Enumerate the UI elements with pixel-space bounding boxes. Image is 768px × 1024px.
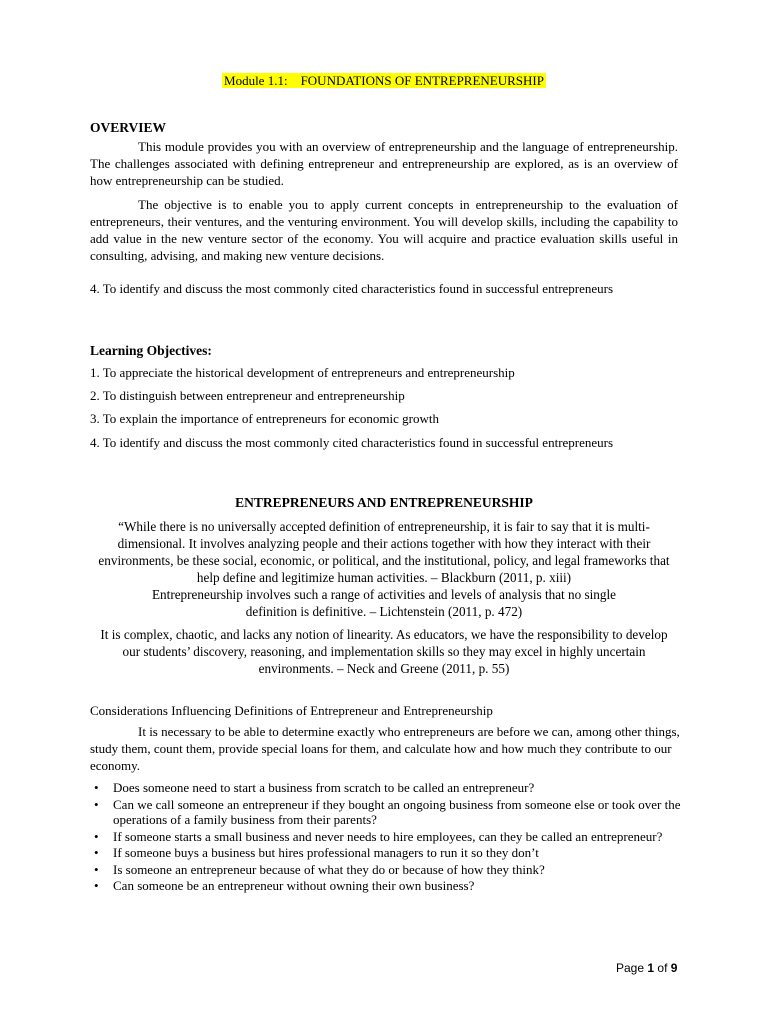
considerations-paragraph: It is necessary to be able to determine exactly who entrepreneurs are before we can, among other things, study them, count them, provide special loans for them, and calculate how and how much they contribute to our economy. — [90, 724, 680, 773]
quote-blackburn: “While there is no universally accepted definition of entrepreneurship, it is fair to say that it is multi-dimensional. It involves analyzing people and their actions together with how they interact with their environments, be these social, economic, or political, and the institutional, policy, and legal frameworks that help define and legitimize human activities. – Blackburn (2011, p. xiii) — [98, 519, 670, 585]
footer-page-total: 9 — [670, 961, 678, 975]
learning-objective-1: 1. To appreciate the historical development of entrepreneurs and entrepreneurship — [90, 365, 515, 380]
list-item: • If someone starts a small business and never needs to hire employees, can they be called an entrepreneur? — [90, 829, 690, 845]
learning-objectives-heading: Learning Objectives: — [90, 343, 212, 358]
learning-objective-3: 3. To explain the importance of entrepreneurs for economic growth — [90, 411, 440, 426]
overview-paragraph-3: 4. To identify and discuss the most commonly cited characteristics found in successful entrepreneurs — [90, 281, 614, 296]
footer-of-word: of — [657, 961, 668, 975]
considerations-heading: Considerations Influencing Definitions of Entrepreneur and Entrepreneurship — [90, 703, 493, 718]
list-item: • Does someone need to start a business from scratch to be called an entrepreneur? — [90, 780, 690, 796]
learning-objective-2: 2. To distinguish between entrepreneur and entrepreneurship — [90, 388, 405, 403]
list-item: • If someone buys a business but hires professional managers to run it so they don’t — [90, 845, 690, 861]
quote-neck-greene: It is complex, chaotic, and lacks any notion of linearity. As educators, we have the responsibility to develop our students’ discovery, reasoning, and implementation skills so they may excel in highly uncertain environments. – Neck and Greene (2011, p. 55) — [100, 627, 668, 676]
module-title-wrap — [0, 73, 768, 89]
quote-lichtenstein: Entrepreneurship involves such a range of activities and levels of analysis that no single definition is definitive. – Lichtenstein (2011, p. 472) — [152, 587, 616, 619]
overview-paragraph-2: The objective is to enable you to apply current concepts in entrepreneurship to the evaluation of entrepreneurs, their ventures, and the venturing environment. You will develop skills, including the capability to add value in the new venture sector of the economy. You will acquire and practice evaluation skills useful in consulting, advising, and making new venture decisions. — [90, 197, 678, 263]
module-title: Module 1.1: FOUNDATIONS OF ENTREPRENEURSHIP — [224, 73, 544, 88]
footer-page-word: Page — [616, 961, 645, 975]
section-heading: ENTREPRENEURS AND ENTREPRENEURSHIP — [235, 495, 533, 510]
list-item: • Can we call someone an entrepreneur if they bought an ongoing business from someone else or took over the operations of a family business from their parents? — [90, 797, 690, 828]
list-item: • Is someone an entrepreneur because of what they do or because of how they think? — [90, 862, 690, 878]
overview-paragraph-1: This module provides you with an overview of entrepreneurship and the language of entrepreneurship. The challenges associated with defining entrepreneur and entrepreneurship are explored, as is an overview of how entrepreneurship can be studied. — [90, 139, 678, 188]
learning-objective-4: 4. To identify and discuss the most commonly cited characteristics found in successful entrepreneurs — [90, 435, 614, 450]
considerations-bullet-list — [90, 780, 690, 895]
list-item: • Can someone be an entrepreneur without owning their own business? — [90, 878, 690, 894]
footer-page-number: 1 — [647, 961, 655, 975]
overview-heading: OVERVIEW — [90, 120, 167, 135]
page-footer — [616, 961, 677, 975]
